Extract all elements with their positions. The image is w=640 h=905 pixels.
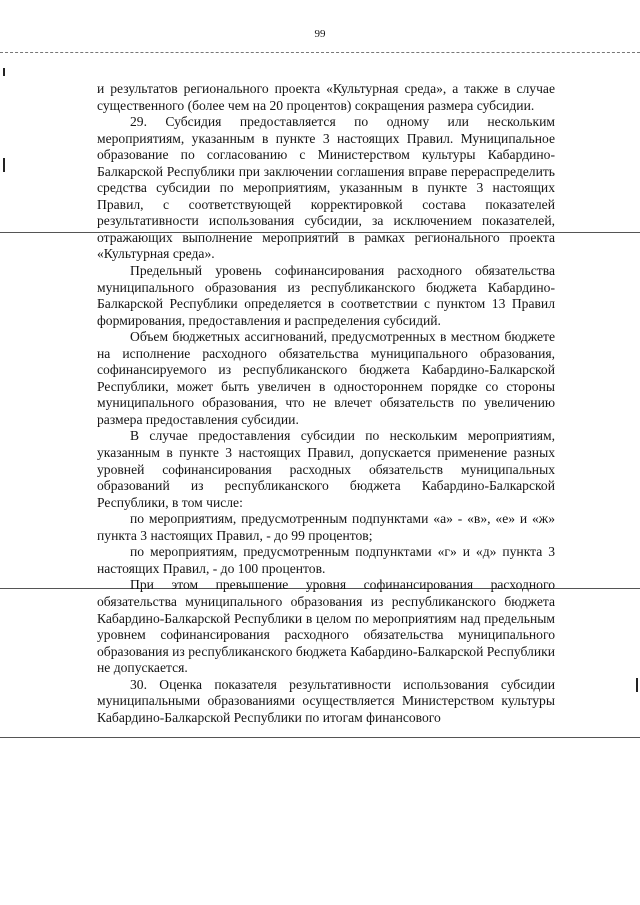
paragraph: Объем бюджетных ассигнований, предусмотренных в местном бюджете на исполнение расходного обязательства муниципального образования, софинансируемого из республиканского бюджета Кабардино-Балкарской Республики, может быть увеличен в одностороннем порядке со стороны муниципального образования, что не влечет обязательств по увеличению размера предоставления субсидии. (97, 329, 555, 427)
document-body (97, 81, 555, 726)
scan-artifact-mark (636, 678, 638, 692)
paragraph: Предельный уровень софинансирования расходного обязательства муниципального образования из республиканского бюджета Кабардино-Балкарской Республики определяется в соответствии с пунктом 13 Правил формирования, предоставления и распределения субсидий. (97, 263, 555, 328)
paragraph: по мероприятиям, предусмотренным подпунктами «а» - «в», «е» и «ж» пункта 3 настоящих Правил, - до 99 процентов; (97, 511, 555, 543)
paragraph: В случае предоставления субсидии по нескольким мероприятиям, указанным в пункте 3 настоящих Правил, допускается применение разных уровней софинансирования расходных обязательств муниципальных образований из республиканского бюджета Кабардино-Балкарской Республики, в том числе: (97, 428, 555, 510)
scan-artifact-line (0, 737, 640, 738)
paragraph: и результатов регионального проекта «Культурная среда», а также в случае существенного (более чем на 20 процентов) сокращения размера субсидии. (97, 81, 555, 113)
paragraph: по мероприятиям, предусмотренным подпунктами «г» и «д» пункта 3 настоящих Правил, - до 100 процентов. (97, 544, 555, 576)
page-number: 99 (314, 28, 326, 40)
paragraph: 30. Оценка показателя результативности использования субсидии муниципальными образованиями осуществляется Министерством культуры Кабардино-Балкарской Республики по итогам финансового (97, 676, 555, 725)
paragraph: 29. Субсидия предоставляется по одному или нескольким мероприятиям, указанным в пункте 3 настоящих Правил. Муниципальное образование по согласованию с Министерством культуры Кабардино-Балкарской Республики при заключении соглашения вправе перераспределить средства субсидии по мероприятиям, указанным в пункте 3 настоящих Правил, с соответствующей корректировкой состава показателей результативности использования субсидии, за исключением показателей, отражающих выполнение мероприятий в рамках регионального проекта «Культурная среда». (97, 114, 555, 262)
scan-artifact-line (0, 52, 640, 53)
paragraph: При этом превышение уровня софинансирования расходного обязательства муниципального образования из республиканского бюджета Кабардино-Балкарской Республики в целом по мероприятиям над предельным уровнем софинансирования расходного обязательства муниципального образования из республиканского бюджета Кабардино-Балкарской Республики не допускается. (97, 577, 555, 676)
scan-artifact-mark (3, 68, 5, 76)
scan-artifact-mark (3, 158, 5, 172)
